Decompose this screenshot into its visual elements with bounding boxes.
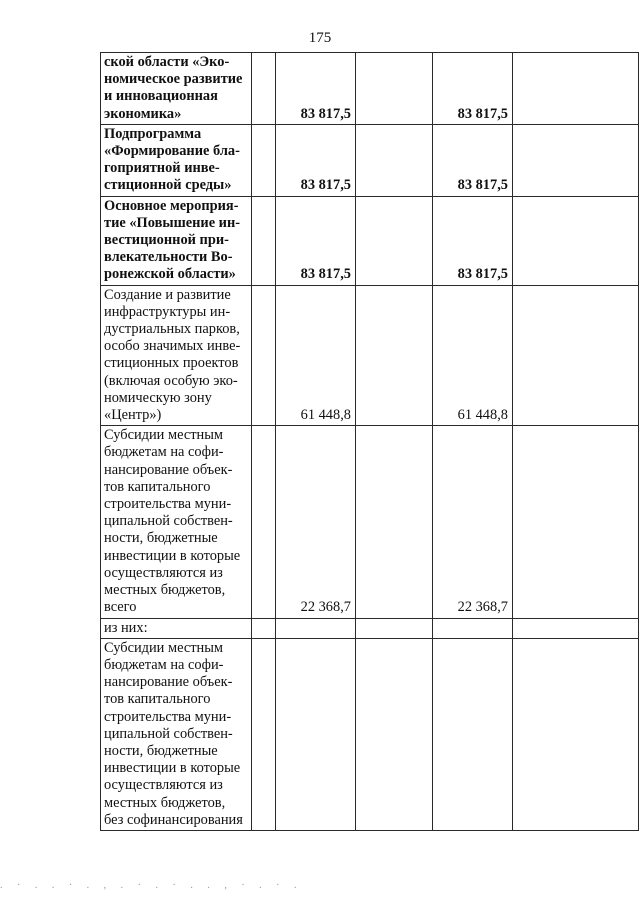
description-line: нансирование объек- (104, 461, 233, 478)
description-line: местных бюджетов, (104, 582, 226, 599)
description-line: влекательности Во- (104, 249, 233, 266)
description-line: ности, бюджетные (104, 742, 218, 759)
description-line: бюджетам на софи- (104, 444, 224, 461)
empty-cell (252, 638, 276, 830)
empty-cell (356, 638, 433, 830)
value-cell-col5: 22 368,7 (433, 426, 513, 618)
value-cell-col3: 83 817,5 (276, 124, 356, 196)
empty-cell (252, 618, 276, 638)
value-cell-col3: 83 817,5 (276, 53, 356, 125)
value-cell-col5: 83 817,5 (433, 53, 513, 125)
table-row (101, 124, 639, 196)
description-line: номическую зону (104, 389, 212, 406)
row-description (101, 618, 252, 638)
description-line: дустриальных парков, (104, 321, 240, 338)
description-line: строительства муни- (104, 496, 232, 513)
description-line: всего (104, 599, 137, 616)
value-cell-col3 (276, 618, 356, 638)
description-line: инфраструктуры ин- (104, 303, 231, 320)
scan-noise-line: . · . . · . , . · . · . . , · . · . (0, 880, 303, 891)
table-row (101, 285, 639, 426)
page-number: 175 (308, 30, 332, 46)
description-line: Основное мероприя- (104, 197, 239, 214)
row-description (101, 638, 252, 830)
row-description (101, 196, 252, 285)
row-description (101, 124, 252, 196)
value-cell-col5 (433, 618, 513, 638)
description-line: ципальной собствен- (104, 725, 233, 742)
value-cell-col3 (276, 638, 356, 830)
budget-table-body (101, 53, 639, 831)
value-cell-col5: 83 817,5 (433, 124, 513, 196)
row-description (101, 53, 252, 125)
description-line: без софинансирования (104, 811, 243, 828)
description-line: стиционных проектов (104, 355, 239, 372)
description-line: из них: (104, 619, 148, 636)
empty-cell (513, 196, 639, 285)
empty-cell (252, 196, 276, 285)
description-line: ской области «Эко- (104, 54, 230, 70)
description-line: инвестиции в которые (104, 547, 241, 564)
description-line: «Формирование бла- (104, 143, 240, 160)
description-line: осуществляются из (104, 777, 223, 794)
description-line: Создание и развитие (104, 286, 231, 303)
description-line: нансирование объек- (104, 674, 233, 691)
description-line: экономика» (104, 105, 182, 122)
description-line: ронежской области» (104, 266, 236, 283)
description-line: Субсидии местным (104, 427, 223, 444)
row-description (101, 426, 252, 618)
value-cell-col5: 61 448,8 (433, 285, 513, 426)
empty-cell (356, 196, 433, 285)
empty-cell (252, 285, 276, 426)
description-line: Субсидии местным (104, 639, 223, 656)
empty-cell (356, 53, 433, 125)
empty-cell (356, 124, 433, 196)
description-line: ности, бюджетные (104, 530, 218, 547)
description-line: осуществляются из (104, 564, 223, 581)
description-line: местных бюджетов, (104, 794, 226, 811)
value-cell-col3: 22 368,7 (276, 426, 356, 618)
description-line: тов капитального (104, 691, 211, 708)
empty-cell (513, 124, 639, 196)
description-line: «Центр») (104, 407, 162, 424)
value-cell-col3: 61 448,8 (276, 285, 356, 426)
description-line: особо значимых инве- (104, 338, 241, 355)
table-row (101, 618, 639, 638)
description-line: вестиционной при- (104, 232, 229, 249)
description-line: инвестиции в которые (104, 760, 241, 777)
description-line: гоприятной инве- (104, 160, 220, 177)
table-row (101, 638, 639, 830)
value-cell-col5 (433, 638, 513, 830)
value-cell-col3: 83 817,5 (276, 196, 356, 285)
description-line: (включая особую эко- (104, 372, 238, 389)
row-description (101, 285, 252, 426)
empty-cell (356, 426, 433, 618)
table-row (101, 426, 639, 618)
table-row (101, 53, 639, 125)
description-line: Подпрограмма (104, 125, 202, 142)
description-line: бюджетам на софи- (104, 656, 224, 673)
description-line: ципальной собствен- (104, 513, 233, 530)
empty-cell (356, 618, 433, 638)
empty-cell (513, 53, 639, 125)
empty-cell (252, 53, 276, 125)
empty-cell (513, 426, 639, 618)
empty-cell (513, 285, 639, 426)
empty-cell (356, 285, 433, 426)
table-row (101, 196, 639, 285)
description-line: строительства муни- (104, 708, 232, 725)
empty-cell (513, 618, 639, 638)
budget-table (100, 52, 639, 831)
empty-cell (252, 426, 276, 618)
description-line: стиционной среды» (104, 177, 232, 194)
description-line: тие «Повышение ин- (104, 214, 241, 231)
description-line: тов капитального (104, 478, 211, 495)
description-line: и инновационная (104, 88, 218, 105)
empty-cell (252, 124, 276, 196)
empty-cell (513, 638, 639, 830)
value-cell-col5: 83 817,5 (433, 196, 513, 285)
description-line: номическое развитие (104, 71, 243, 88)
